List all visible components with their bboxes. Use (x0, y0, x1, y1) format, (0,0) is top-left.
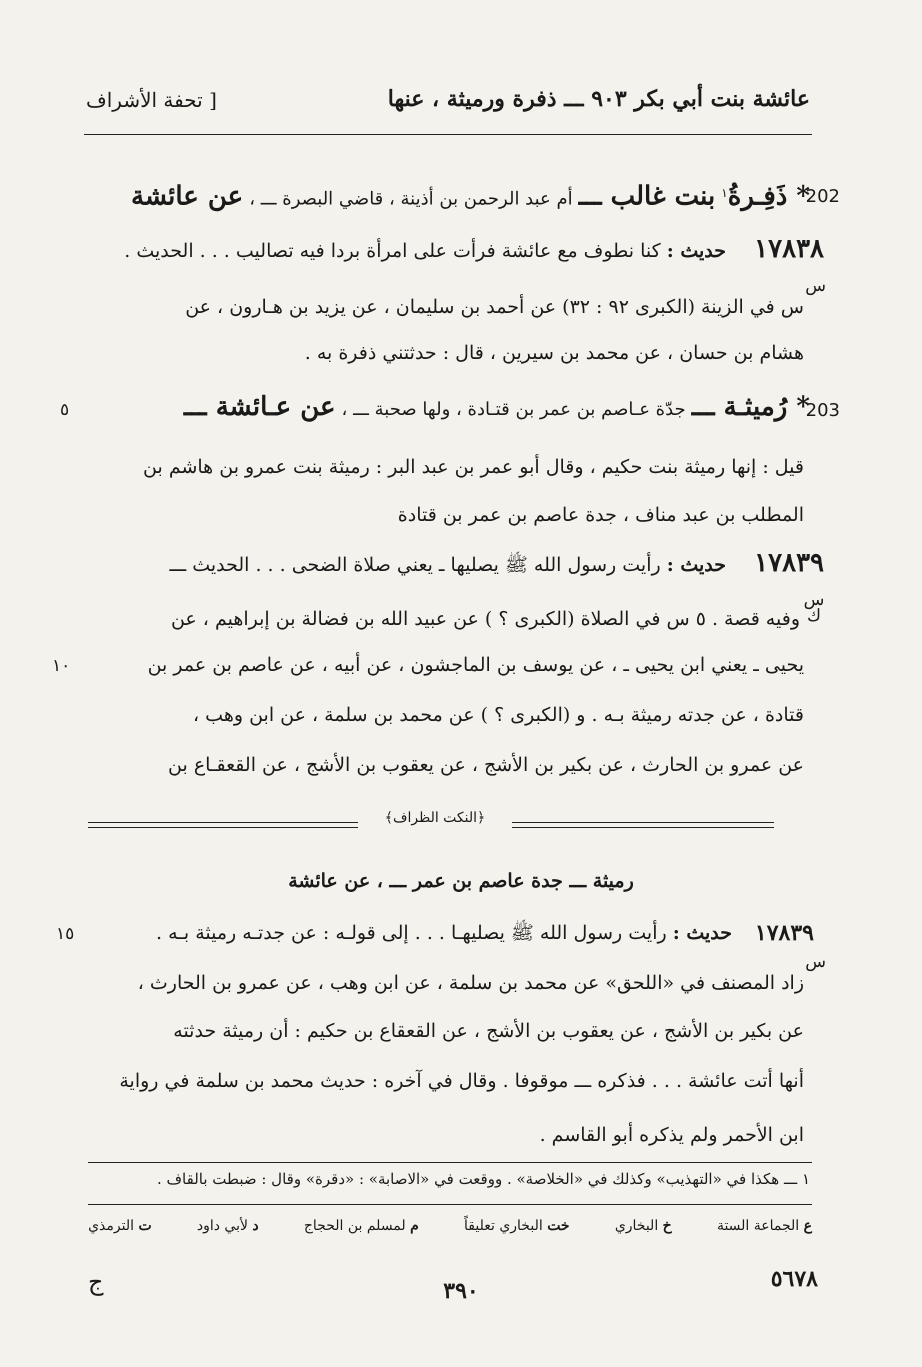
hadith-number-17839: ١٧٨٣٩ (754, 548, 824, 578)
entry-seq-203: 203 (805, 400, 840, 421)
divider-label: ﴿النكت الظراف﴾ (384, 810, 486, 826)
hadith-17839-line4: قتادة ، عن جدته رميثة بـه . و (الكبرى ؟ ) عن محمد بن سلمة ، عن ابن وهب ، (193, 704, 804, 726)
entry-203-desc: جدّة عـاصم بن عمر بن قتـادة ، ولها صحبة ـــ ، (341, 399, 686, 420)
page-number: ٣٩٠ (443, 1278, 479, 1304)
siglum-legend-item: ت الترمذي (88, 1218, 152, 1234)
hadith-17838-body: كنا نطوف مع عائشة فرأت على امرأة بردا فيه تصاليب . . . الحديث . (124, 240, 661, 262)
entry-202-heading (84, 178, 810, 214)
record-number: ٥٦٧٨ (770, 1266, 818, 1292)
entry-202-desc: أم عبد الرحمن بن أذينة ، قاضي البصرة ـــ ، (249, 188, 573, 210)
entry-203-heading (110, 392, 810, 425)
sigla-rule (88, 1204, 812, 1205)
hadith-17839-body: رأيت رسول الله ﷺ يصليها ـ يعني صلاة الضحى . . . الحديث ـــ (169, 554, 661, 576)
hadith-17838-text (84, 236, 726, 266)
margin-number-5: ٥ (60, 400, 70, 420)
sigla-legend (88, 1218, 812, 1234)
entry-203-name: * رُميثـة ـــ (691, 392, 810, 422)
entry-202-from: عن عائشة (131, 181, 244, 212)
margin-number-10: ١٠ (52, 656, 71, 676)
divider-right (512, 822, 774, 828)
volume-mark: ج (88, 1268, 104, 1296)
siglum-legend-item: ع الجماعة الستة (716, 1218, 812, 1234)
hadith-17839-text (84, 550, 726, 580)
footnote-marker: ١ (721, 186, 728, 200)
hadith-number-17838: ١٧٨٣٨ (754, 234, 824, 264)
footnote-rule (88, 1162, 812, 1163)
siglum-legend-item: خت البخاري تعليقاً (464, 1218, 570, 1234)
nukat-hadith-body: رأيت رسول الله ﷺ يصليهـا . . . إلى قولـه : عن جدتـه رميثة بـه . (156, 922, 667, 944)
entry-203-from: عن عـائشة ـــ (183, 392, 336, 422)
siglum-legend-item: خ البخاري (614, 1218, 672, 1234)
entry-202-name: * ذَفِـرةُ (727, 181, 810, 212)
hadith-label: حديث : (672, 922, 732, 944)
hadith-17839-line2: وفيه قصة . ٥ س في الصلاة (الكبرى ؟ ) عن عبيد الله بن فضالة بن إبراهيم ، عن (170, 608, 800, 630)
nukat-line3: عن بكير بن الأشج ، عن يعقوب بن الأشج ، عن القعقاع بن حكيم : أن رميثة حدثته (173, 1020, 804, 1042)
siglum-17838: س (805, 276, 826, 296)
divider-left (88, 822, 358, 828)
running-header-book: [ تحفة الأشراف (86, 88, 217, 112)
hadith-17838-line2: س في الزينة (الكبرى ٩٢ : ٣٢) عن أحمد بن سليمان ، عن يزيد بن هـارون ، عن (185, 296, 804, 318)
siglum-nukat: س (805, 952, 826, 972)
nukat-hadith-number: ١٧٨٣٩ (754, 920, 814, 946)
entry-203-line3: المطلب بن عبد مناف ، جدة عاصم بن عمر بن قتادة (397, 504, 804, 526)
nukat-line4: أنها أتت عائشة . . . فذكره ـــ موقوفا . وقال في آخره : حديث محمد بن سلمة في رواية (119, 1070, 804, 1092)
hadith-label: حديث : (666, 554, 726, 576)
footnote: ١ ـــ هكذا في «التهذيب» وكذلك في «الخلاصة» . ووقعت في «الاصابة» : «دقرة» وقال : ضبطت بالقاف . (156, 1170, 810, 1188)
hadith-17838-line3: هشام بن حسان ، عن محمد بن سيرين ، قال : حدثتني ذفرة به . (304, 342, 804, 364)
siglum-legend-item: د لأبي داود (196, 1218, 259, 1234)
entry-202-lineage: بنت غالب ـــ (578, 181, 716, 212)
nukat-heading: رميثة ـــ جدة عاصم بن عمر ـــ ، عن عائشة (288, 870, 634, 892)
entry-203-line2: قيل : إنها رميثة بنت حكيم ، وقال أبو عمر بن عبد البر : رميثة بنت عمرو بن هاشم بن (143, 456, 804, 478)
entry-seq-202: 202 (805, 186, 840, 207)
hadith-label: حديث : (666, 240, 726, 262)
siglum-17839: س ك (803, 590, 825, 626)
hadith-17839-line3: يحيى ـ يعني ابن يحيى ـ ، عن يوسف بن الماجشون ، عن أبيه ، عن عاصم بن عمر بن (147, 654, 804, 676)
hadith-17839-line5: عن عمرو بن الحارث ، عن بكير بن الأشج ، عن يعقوب بن الأشج ، عن القعقـاع بن (168, 754, 804, 776)
running-header-title: عائشة بنت أبي بكر ٩٠٣ ـــ ذفرة ورميثة ، عنها (387, 86, 810, 112)
header-rule (84, 134, 812, 135)
nukat-line5: ابن الأحمر ولم يذكره أبو القاسم . (539, 1124, 804, 1146)
nukat-line2: زاد المصنف في «اللحق» عن محمد بن سلمة ، عن ابن وهب ، عن عمرو بن الحارث ، (137, 972, 804, 994)
siglum-legend-item: م لمسلم بن الحجاج (303, 1218, 419, 1234)
nukat-hadith-text (90, 918, 732, 948)
margin-number-15: ١٥ (56, 924, 75, 944)
